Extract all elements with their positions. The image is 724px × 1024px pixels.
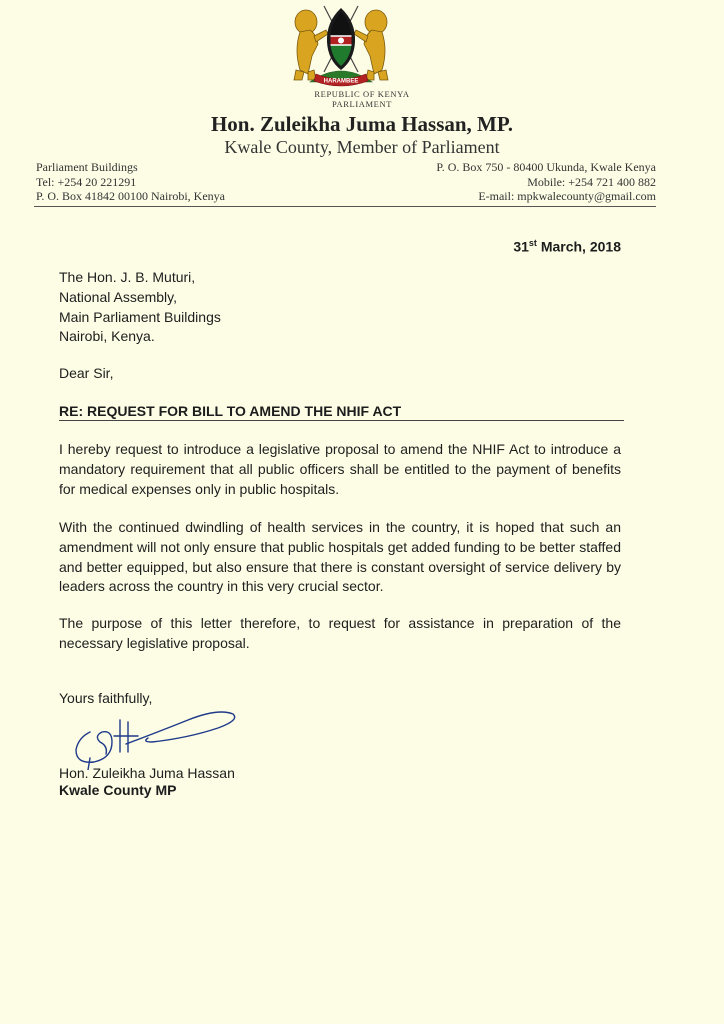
subject-underline [59,420,624,421]
handwritten-signature [68,702,248,770]
recipient-line: Main Parliament Buildings [59,308,221,325]
letterhead-ukunda-address [436,160,656,204]
recipient-line: National Assembly, [59,288,178,305]
crest-caption-parliament: PARLIAMENT [332,99,392,109]
kenya-coat-of-arms-icon [286,0,396,92]
closing: Yours faithfully, [59,690,153,706]
letterhead-left-line: P. O. Box 41842 00100 Nairobi, Kenya [36,189,225,203]
salutation: Dear Sir, [59,365,114,381]
letterhead-divider [34,206,656,207]
letterhead-right-line: E-mail: mpkwalecounty@gmail.com [478,189,656,203]
letter-date [513,238,621,255]
crest-caption-republic: REPUBLIC OF KENYA [314,89,410,99]
letterhead-left-line: Tel: +254 20 221291 [36,174,137,189]
letterhead-mp-name: Hon. Zuleikha Juma Hassan, MP. [210,112,514,136]
subject-line: RE: REQUEST FOR BILL TO AMEND THE NHIF ACT [59,403,402,419]
date-month-year: March, 2018 [536,238,621,255]
recipient-line: Nairobi, Kenya. [59,328,155,345]
date-day: 31 [513,238,529,255]
letterhead-left-line: Parliament Buildings [36,160,138,174]
signatory-role: Kwale County MP [59,782,177,798]
recipient-line: The Hon. J. B. Muturi, [59,269,196,285]
body-paragraph: I hereby request to introduce a legislative proposal to amend the NHIF Act to introduce a mandatory requirement that all public officers shall be entitled to the payment of benefits for medical expenses only in public hospitals. [59,441,621,497]
letterhead-right-line: Mobile: +254 721 400 882 [527,174,656,189]
body-paragraph: The purpose of this letter therefore, to request for assistance in preparation of the necessary legislative proposal. [59,615,621,651]
signatory-name: Hon. Zuleikha Juma Hassan [59,765,235,781]
recipient-address [59,268,221,347]
letterhead-right-line: P. O. Box 750 - 80400 Ukunda, Kwale Kenya [436,160,656,174]
crest-motto: HARAMBEE [323,78,359,85]
letterhead-mp-title: Kwale County, Member of Parliament [224,137,500,157]
body-paragraph: With the continued dwindling of health services in the country, it is hoped that such an amendment will not only ensure that public hospitals get added funding to be better staffed and better equipped, but also ensure that there is constant oversight of service delivery by leaders across the country in this very crucial sector. [59,519,621,595]
date-suffix: st [528,238,537,248]
letterhead-nairobi-address [36,160,225,204]
